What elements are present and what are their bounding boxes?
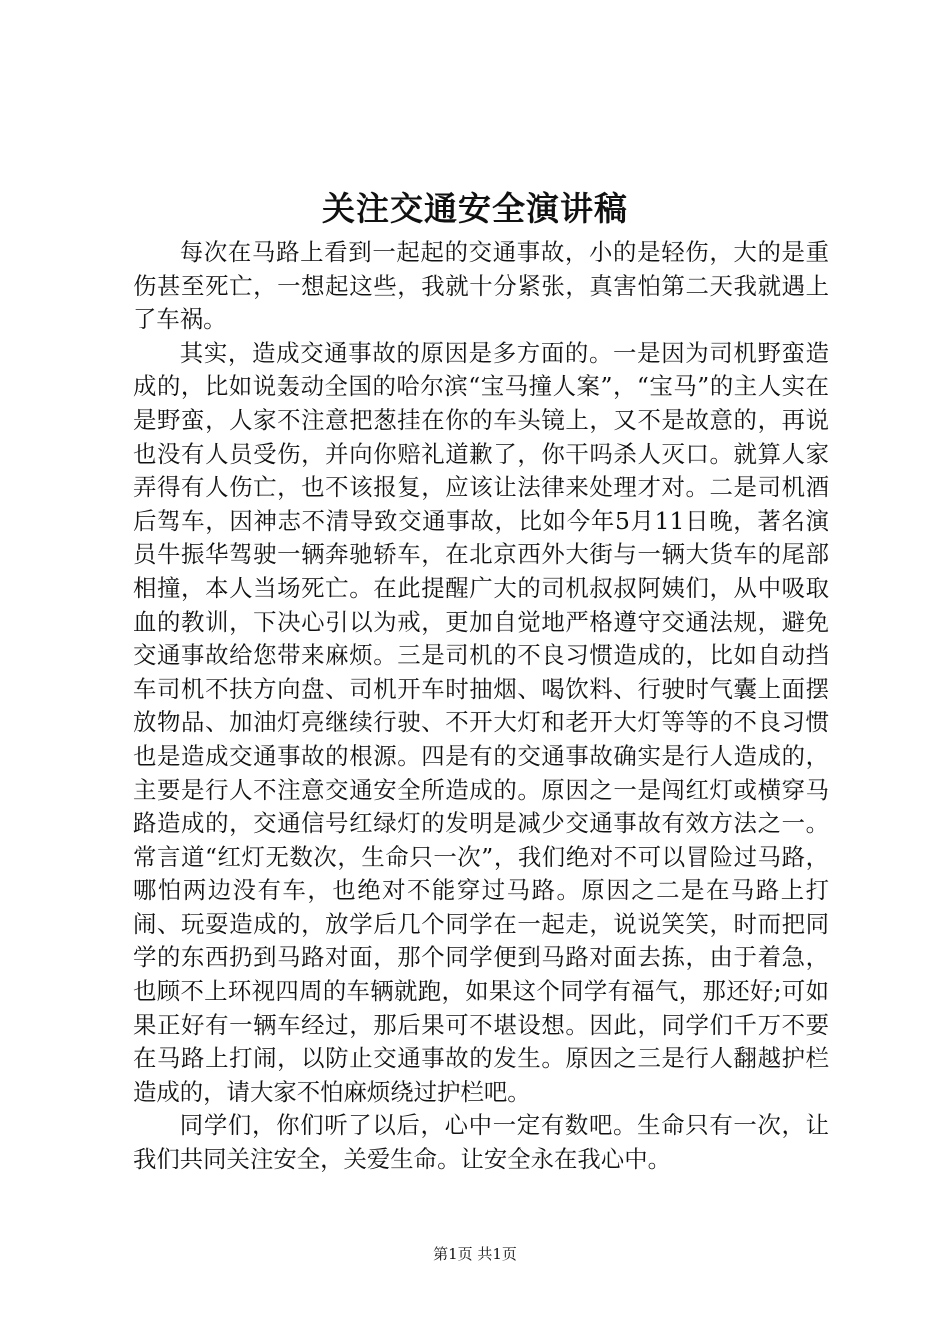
paragraph-2: 其实，造成交通事故的原因是多方面的。一是因为司机野蛮造成的，比如说轰动全国的哈尔滨“宝马撞人案”，“宝马”的主人实在是野蛮，人家不注意把葱挂在你的车头镜上，又不是故意的，再说也没有人员受伤，并向你赔礼道歉了，你干吗杀人灭口。就算人家弄得有人伤亡，也不该报复，应该让法律来处理才对。二是司机酒后驾车，因神志不清导致交通事故，比如今年5月11日晚，著名演员牛振华驾驶一辆奔驰轿车，在北京西外大街与一辆大货车的尾部相撞，本人当场死亡。在此提醒广大的司机叔叔阿姨们，从中吸取血的教训，下决心引以为戒，更加自觉地严格遵守交通法规，避免交通事故给您带来麻烦。三是司机的不良习惯造成的，比如自动挡车司机不扶方向盘、司机开车时抽烟、喝饮料、行驶时气囊上面摆放物品、加油灯亮继续行驶、不开大灯和老开大灯等等的不良习惯也是造成交通事故的根源。四是有的交通事故确实是行人造成的，主要是行人不注意交通安全所造成的。原因之一是闯红灯或横穿马路造成的，交通信号红绿灯的发明是减少交通事故有效方法之一。常言道“红灯无数次，生命只一次”，我们绝对不可以冒险过马路，哪怕两边没有车，也绝对不能穿过马路。原因之二是在马路上打闹、玩耍造成的，放学后几个同学在一起走，说说笑笑，时而把同学的东西扔到马路对面，那个同学便到马路对面去拣，由于着急，也顾不上环视四周的车辆就跑，如果这个同学有福气，那还好;可如果正好有一辆车经过，那后果可不堪设想。因此，同学们千万不要在马路上打闹，以防止交通事故的发生。原因之三是行人翻越护栏造成的，请大家不怕麻烦绕过护栏吧。 <box>133 338 829 1106</box>
page-footer: 第1页 共1页 <box>433 1245 517 1263</box>
paragraph-1: 每次在马路上看到一起起的交通事故，小的是轻伤，大的是重伤甚至死亡，一想起这些，我就十分紧张，真害怕第二天我就遇上了车祸。 <box>133 238 829 334</box>
paragraph-3: 同学们，你们听了以后，心中一定有数吧。生命只有一次，让我们共同关注安全，关爱生命。让安全永在我心中。 <box>133 1111 829 1174</box>
page-title: 关注交通安全演讲稿 <box>322 189 628 228</box>
document-body <box>133 236 829 1177</box>
